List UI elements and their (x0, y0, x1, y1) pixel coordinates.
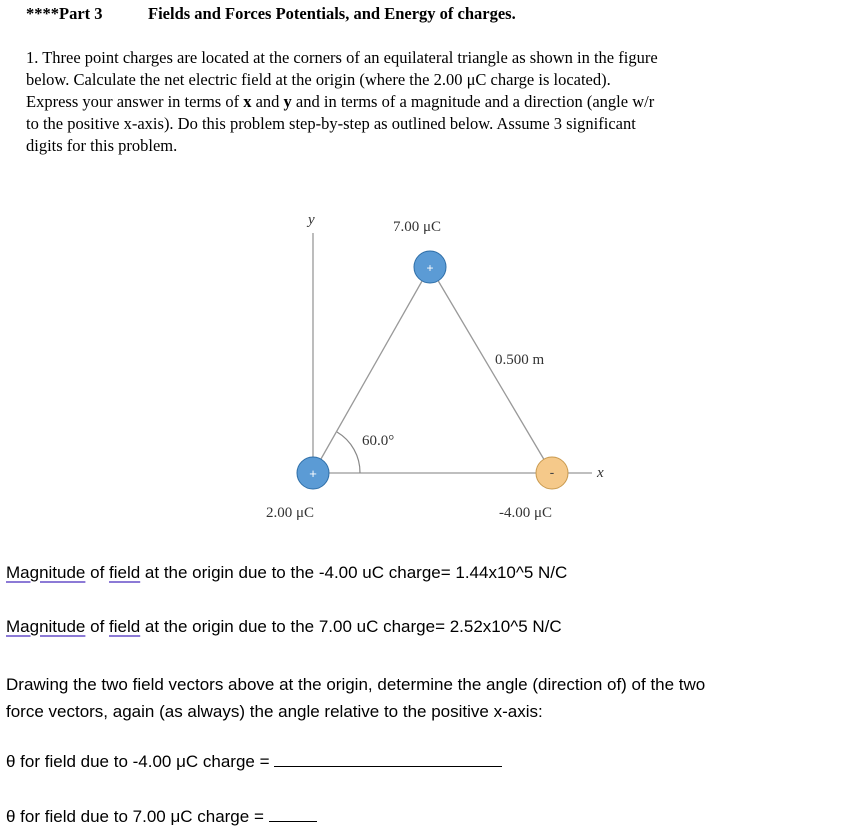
side-length-label: 0.500 m (495, 352, 545, 368)
q3-line-1: Drawing the two field vectors above at the origin, determine the angle (direction of) of the two (6, 675, 706, 694)
q2-field-word: field (109, 617, 141, 636)
part-number: ****Part 3 (26, 4, 103, 23)
figure-svg (230, 205, 650, 535)
problem-line-1: 1. Three point charges are located at the corners of an equilateral triangle as shown in the figure (26, 48, 658, 67)
question-4 (6, 752, 502, 772)
q1-of: of (85, 563, 110, 582)
q2-magnitude-word: Magnitude (6, 617, 86, 636)
q4-answer-blank[interactable] (274, 752, 502, 767)
question-5 (6, 807, 317, 827)
problem-line-3 (26, 91, 796, 113)
problem-line-3-pre: Express your answer in terms of (26, 92, 244, 111)
q1-field-word: field (109, 563, 141, 582)
part-header (26, 4, 516, 24)
q5-label: θ for field due to 7.00 μC charge = (6, 807, 269, 826)
right-charge-label: -4.00 μC (499, 505, 553, 521)
q2-of: of (85, 617, 110, 636)
problem-line-3-post: and in terms of a magnitude and a direction (angle w/r (291, 92, 655, 111)
q5-answer-blank[interactable] (269, 807, 317, 822)
problem-line-5: digits for this problem. (26, 136, 178, 155)
problem-line-2: below. Calculate the net electric field at the origin (where the 2.00 μC charge is located). (26, 70, 611, 89)
top-charge-sign: + (426, 261, 434, 275)
triangle-figure (230, 205, 650, 535)
angle-label: 60.0° (362, 433, 395, 449)
problem-and: and (251, 92, 284, 111)
part-title: Fields and Forces Potentials, and Energy of charges. (148, 4, 516, 23)
triangle-right-side (430, 267, 552, 473)
bold-y: y (283, 92, 292, 111)
q3-line-2: force vectors, again (as always) the angle relative to the positive x-axis: (6, 702, 543, 721)
q1-rest: at the origin due to the -4.00 uC charge= 1.44x10^5 N/C (140, 563, 568, 582)
left-charge-label: 2.00 μC (266, 505, 315, 521)
top-charge-label: 7.00 μC (393, 219, 442, 235)
q4-label: θ for field due to -4.00 μC charge = (6, 752, 275, 771)
problem-statement (26, 47, 796, 157)
right-charge-sign: - (549, 464, 555, 480)
y-axis-label: y (308, 212, 315, 228)
question-1 (6, 563, 567, 583)
x-axis-label: x (597, 465, 604, 481)
bold-x: x (243, 92, 252, 111)
question-2 (6, 617, 562, 637)
problem-line-4: to the positive x-axis). Do this problem step-by-step as outlined below. Assume 3 significant (26, 114, 636, 133)
angle-arc (337, 432, 360, 473)
left-charge-sign: + (309, 466, 317, 481)
question-3 (6, 671, 705, 725)
q1-magnitude-word: Magnitude (6, 563, 86, 582)
q2-rest: at the origin due to the 7.00 uC charge= 2.52x10^5 N/C (140, 617, 562, 636)
